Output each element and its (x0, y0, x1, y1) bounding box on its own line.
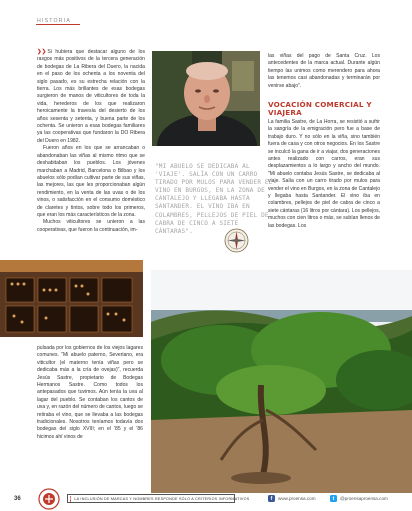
chevron-icon: ❯❯ (37, 49, 47, 55)
twitter-icon: t (330, 495, 337, 502)
paragraph: Si hubiera que destacar alguno de los rasgos más positivos de la tercera generación de bodegas de La Ribera del Duero, la nacida en el paso de los ochenta a los noventa del siglo pasado, es su estrecha relación con la tierra. Los más brillantes de esas bodegas surgieron de manos de viticultores de toda la vida, herederos de los que realizaron heroicamente la travesía del desierto de los años sesenta y setenta, y buena parte de los ochenta. Se unieron a esas bodegas familiares ya las cooperativas que fundaron la DO Ribera del Duero en 1982. (37, 49, 145, 144)
disclaimer (67, 494, 250, 503)
paragraph: La familia Sastre, de La Horra, se resistió a sufrir la sangría de la emigración pero fue a base de trabajo duro. Y no sólo en la viña, sino también fuera de casa y con otros negocios. En los Sastre se inculcó la gana de ir a viajar, dos generaciones antes realizado con carros, eran sus desplazamientos a lo largo y ancho del mundo. "Mi abuelo contaba Jesús Sastre, se dedicaba al viaje. Salía con un carro tirado por mulos para vender el vino en Burgos, en la zona de Cantalejo y llegaba hasta Santander. El vino iba en colambres, pellejos de piel de cabra de cinco a siete cántaras (16 litros por cántara). Los pellejos, muchos con cien litros o más, se subían llenos de las bodegas. Los (268, 119, 380, 229)
facebook-url: www.proensa.com (278, 496, 316, 501)
wine-cellar-photo (0, 260, 143, 337)
section-rule (36, 24, 80, 25)
warning-icon: ! (70, 496, 72, 501)
article-column-3-bottom (268, 119, 380, 230)
section-tag: HISTORIA (37, 18, 72, 24)
twitter-handle: @proensaproensa.com (340, 496, 388, 501)
publisher-logo-icon (36, 488, 62, 510)
portrait-photo (152, 51, 260, 146)
facebook-link[interactable] (268, 495, 316, 502)
article-column-1 (37, 49, 145, 234)
paragraph: Fueron años en los que se arrancaban o abandonaban las viñas al mismo ritmo que se deshabitaban los pueblos. Los jóvenes marchaban a Madrid, Barcelona o Bilbao y los abuelos sólo podían cultivar parte de sus viñas, las mejores, las que les proporcionaban algún rendimiento, en la venta de las uvas o de los vinos, o satisfacción en el consumo doméstico de claretes y tintos, sobre todo los primeros, que eran los más característicos de la zona. (37, 145, 145, 218)
facebook-icon: f (268, 495, 275, 502)
compass-seal-icon (224, 228, 249, 253)
vineyard-photo (151, 270, 412, 493)
subheading: VOCACIÓN COMERCIAL Y VIAJERA (268, 100, 372, 117)
paragraph: pulsada por los gobiernos de los viejos lagares comunes. "Mi abuelo paterno, Severiano, era viticultor (el materno tenía viñas pero se dedicaba más a la cría de ovejas)", recuerda Jesús Sastre, propietario de Bodegas Hermanos Sastre. Como todos los antepasados que tuvimos. Aún tenía la uva al lagar del pueblo. Se contaban los cantos de uva y, en razón del número de cantos, luego se retiraba el vino, que se llevaba a las bodegas tradicionales. Nosotros teníamos todavía dos bodegas del siglo XVIII; en el '85 y el '86 hicimos ahí vinos de (37, 345, 143, 440)
paragraph: las viñas del pago de Santa Cruz. Los antecedentes de la marca actual. Durante algún tiempo las unimos como merendero para ahora las tenemos casi abandonadas y terminarán por venirse abajo". (268, 53, 380, 89)
article-column-1-bottom (37, 345, 143, 441)
page-number: 36 (14, 496, 21, 502)
pull-quote: "MI ABUELO SE DEDICABA AL 'VIAJE'. SALÍA CON UN CARRO TIRADO POR MULOS PARA VENDER EL VINO EN BURGOS, EN LA ZONA DE CANTALEJO Y LLEGABA HASTA SANTANDER. EL VINO IBA EN COLAMBRES, PELLEJOS DE PIEL DE CABRA DE CINCO A SIETE CÁNTARAS". (155, 163, 273, 235)
paragraph: Muchos viticultores se unieron a las cooperativas, que fueron la continuación, im- (37, 219, 145, 233)
disclaimer-text: LA INCLUSIÓN DE MARCAS Y NOMBRES RESPONDE SÓLO A CRITERIOS INFORMATIVOS (74, 496, 250, 501)
twitter-link[interactable] (330, 495, 388, 502)
article-column-3-top (268, 53, 380, 90)
